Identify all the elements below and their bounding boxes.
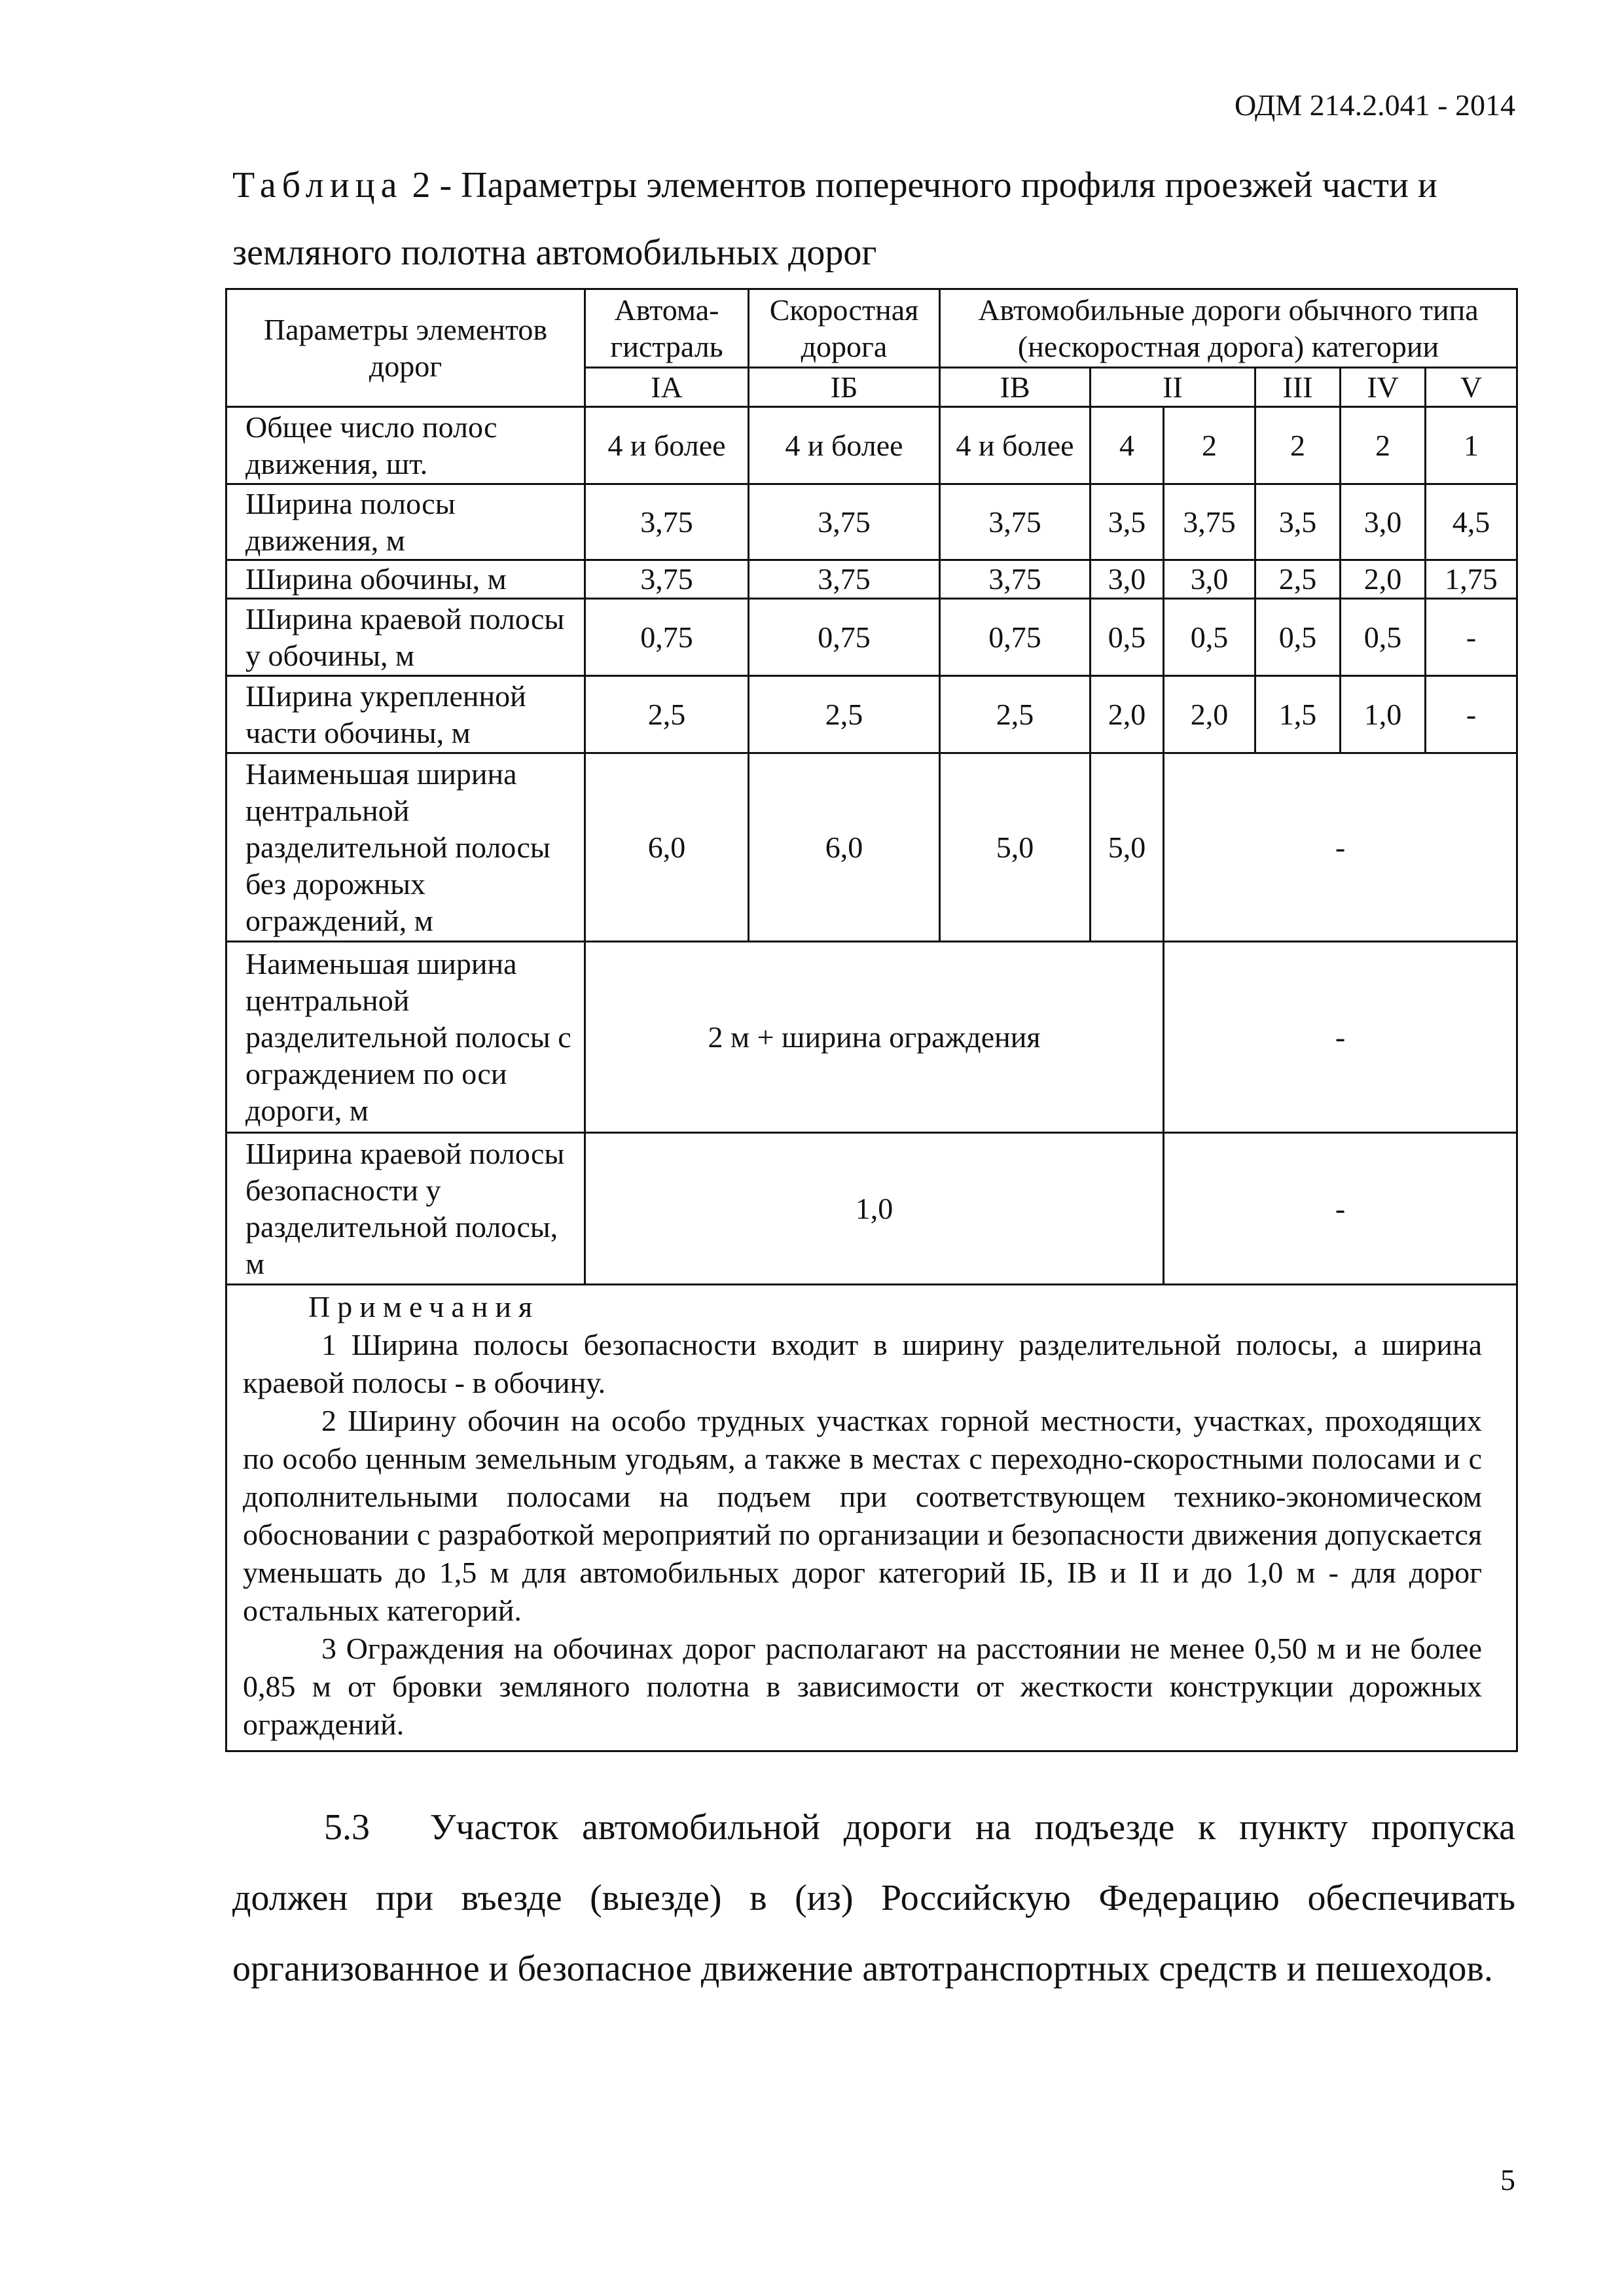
category-cell: V (1426, 368, 1517, 407)
table-caption (232, 152, 1515, 287)
header-motorway: Автома-гистраль (585, 289, 749, 368)
row-value: 6,0 (585, 753, 749, 942)
row-value-rest: - (1164, 942, 1517, 1133)
row-value: 4 и более (749, 407, 940, 484)
parameters-table (225, 288, 1518, 1752)
table-caption-label: Таблица (232, 165, 403, 206)
page-number: 5 (1500, 2163, 1515, 2197)
row-value: 2,0 (1164, 676, 1255, 753)
row-value: 0,5 (1341, 599, 1426, 676)
note-item: 1 Ширина полосы безопасности входит в ширину разделительной полосы, а ширина краевой полосы - в обочину. (243, 1328, 1482, 1399)
row-value: 0,5 (1255, 599, 1341, 676)
row-value: 3,75 (749, 484, 940, 560)
row-value: 0,75 (585, 599, 749, 676)
row-param: Ширина краевой полосы безопасности у разделительной полосы, м (226, 1133, 585, 1285)
row-value: 1,75 (1426, 560, 1517, 599)
row-value: - (1426, 676, 1517, 753)
row-value: 1,0 (1341, 676, 1426, 753)
row-value: 3,75 (585, 484, 749, 560)
table-row (226, 676, 1517, 753)
note-item: 2 Ширину обочин на особо трудных участках горной местности, участках, проходящих по особо ценным земельным угодьям, а также в местах с переходно-скоростными полосами и с дополнительными полосами на подъем при соответствующем технико-экономическом обосновании с разработкой мероприятий по организации и безопасности движения допускается уменьшать до 1,5 м для автомобильных дорог категорий IБ, IВ и II и до 1,0 м - для дорог остальных категорий. (243, 1404, 1482, 1627)
row-value-merged: 2 м + ширина ограждения (585, 942, 1164, 1133)
row-value: 0,75 (940, 599, 1091, 676)
row-value: 4,5 (1426, 484, 1517, 560)
row-param: Ширина обочины, м (226, 560, 585, 599)
table-header-row (226, 289, 1517, 368)
row-value: 1,5 (1255, 676, 1341, 753)
row-value: 1 (1426, 407, 1517, 484)
category-cell: IV (1341, 368, 1426, 407)
table-row (226, 753, 1517, 942)
row-value: 0,5 (1091, 599, 1164, 676)
row-value: - (1426, 599, 1517, 676)
header-ordinary: Автомобильные дороги обычного типа (нескоростная дорога) категории (940, 289, 1517, 368)
row-value: 4 (1091, 407, 1164, 484)
row-value: 2,5 (940, 676, 1091, 753)
table-notes-row (226, 1285, 1517, 1751)
row-value: 4 и более (585, 407, 749, 484)
table-row (226, 407, 1517, 484)
category-cell: II (1091, 368, 1255, 407)
row-value: 2 (1164, 407, 1255, 484)
table-row (226, 942, 1517, 1133)
row-value: 2 (1341, 407, 1426, 484)
row-param: Наименьшая ширина центральной разделительной полосы без дорожных ограждений, м (226, 753, 585, 942)
row-value: 2,0 (1091, 676, 1164, 753)
row-param: Ширина полосы движения, м (226, 484, 585, 560)
row-value: 3,0 (1091, 560, 1164, 599)
row-value: 0,5 (1164, 599, 1255, 676)
row-value-rest: - (1164, 1133, 1517, 1285)
row-value-merged: 1,0 (585, 1133, 1164, 1285)
row-value: 3,75 (749, 560, 940, 599)
row-param: Наименьшая ширина центральной разделительной полосы с ограждением по оси дороги, м (226, 942, 585, 1133)
header-expressway: Скоростная дорога (749, 289, 940, 368)
row-value: 3,0 (1164, 560, 1255, 599)
row-value: 6,0 (749, 753, 940, 942)
category-cell: IБ (749, 368, 940, 407)
row-value: 3,75 (1164, 484, 1255, 560)
row-value: 3,5 (1091, 484, 1164, 560)
category-cell: IА (585, 368, 749, 407)
document-code: ОДМ 214.2.041 - 2014 (1234, 88, 1515, 122)
notes-title: Примечания (308, 1290, 540, 1323)
category-cell: IВ (940, 368, 1091, 407)
section-paragraph: 5.3 Участок автомобильной дороги на подъезде к пункту пропуска должен при въезде (выезде) в (из) Российскую Федерацию обеспечивать организованное и безопасное движение автотранспортных средств и пешеходов. (232, 1807, 1515, 1989)
row-param: Ширина укрепленной части обочины, м (226, 676, 585, 753)
row-value: 3,0 (1341, 484, 1426, 560)
table-row (226, 1133, 1517, 1285)
row-value: 4 и более (940, 407, 1091, 484)
header-param: Параметры элементов дорог (226, 289, 585, 407)
row-value: 3,75 (940, 484, 1091, 560)
row-value: 2 (1255, 407, 1341, 484)
row-value: 3,75 (585, 560, 749, 599)
row-value: 5,0 (1091, 753, 1164, 942)
row-value: 3,75 (940, 560, 1091, 599)
row-param: Общее число полос движения, шт. (226, 407, 585, 484)
table-row (226, 560, 1517, 599)
row-value: 3,5 (1255, 484, 1341, 560)
row-value: 2,5 (585, 676, 749, 753)
row-value: 5,0 (940, 753, 1091, 942)
note-item: 3 Ограждения на обочинах дорог располагают на расстоянии не менее 0,50 м и не более 0,85 м от бровки земляного полотна в зависимости от жесткости конструкции дорожных ограждений. (243, 1632, 1482, 1741)
category-cell: III (1255, 368, 1341, 407)
row-value: 2,0 (1341, 560, 1426, 599)
table-caption-text: 2 - Параметры элементов поперечного профиля проезжей части и земляного полотна автомобильных дорог (232, 165, 1437, 273)
row-value: 0,75 (749, 599, 940, 676)
row-value-rest: - (1164, 753, 1517, 942)
table-row (226, 484, 1517, 560)
table-notes (226, 1285, 1517, 1751)
row-param: Ширина краевой полосы у обочины, м (226, 599, 585, 676)
row-value: 2,5 (1255, 560, 1341, 599)
table-row (226, 599, 1517, 676)
row-value: 2,5 (749, 676, 940, 753)
